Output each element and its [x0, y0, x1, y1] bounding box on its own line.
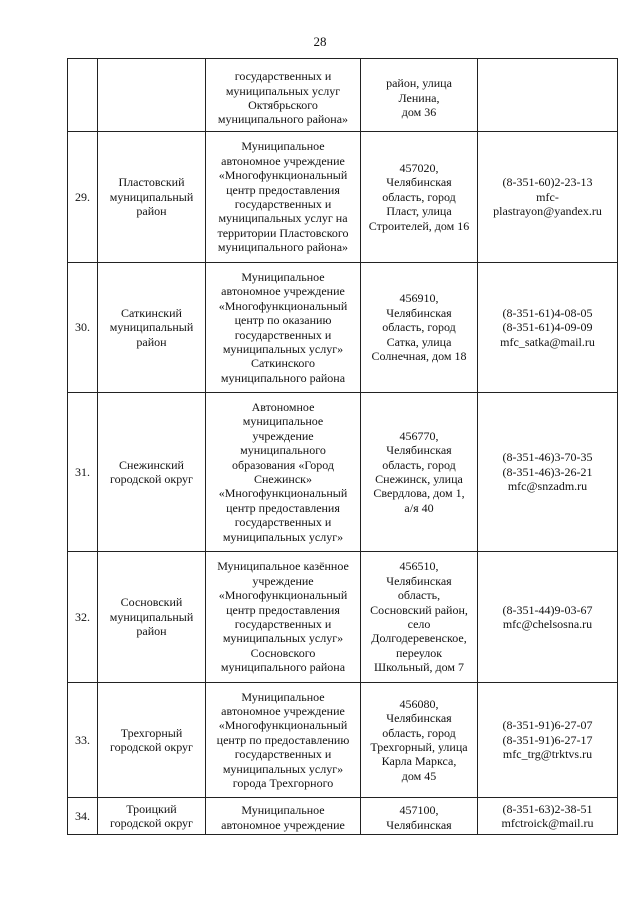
row-number: 29.: [68, 132, 98, 263]
institution-name: Муниципальное автономное учреждение «Многофункциональный центр по оказанию государственных и муниципальных услуг» Саткинского муниципального района: [206, 263, 361, 393]
contacts: (8-351-60)2-23-13 mfc- plastrayon@yandex.ru: [478, 132, 618, 263]
contacts: (8-351-44)9-03-67 mfc@chelsosna.ru: [478, 552, 618, 683]
institution-name: Муниципальное автономное учреждение «Многофункциональный центр предоставления государственных и муниципальных услуг на территории Пластовского муниципального района»: [206, 132, 361, 263]
address: 456910, Челябинская область, город Сатка, улица Солнечная, дом 18: [361, 263, 478, 393]
institution-name: Муниципальное казённое учреждение «Многофункциональный центр предоставления государственных и муниципальных услуг» Сосновского муниципального района: [206, 552, 361, 683]
institution-name: государственных и муниципальных услуг Октябрьского муниципального района»: [206, 59, 361, 132]
address: 456770, Челябинская область, город Снежинск, улица Свердлова, дом 1, а/я 40: [361, 393, 478, 552]
institution-name: Муниципальное автономное учреждение «Многофункциональный центр по предоставлению государственных и муниципальных услуг» города Трехгорного: [206, 683, 361, 798]
table-row: [68, 393, 618, 552]
row-number: 33.: [68, 683, 98, 798]
address: 456080, Челябинская область, город Трехгорный, улица Карла Маркса, дом 45: [361, 683, 478, 798]
municipality-name: [98, 59, 206, 132]
municipality-name: Саткинский муниципальный район: [98, 263, 206, 393]
municipality-name: Снежинский городской округ: [98, 393, 206, 552]
address: район, улица Ленина, дом 36: [361, 59, 478, 132]
contacts: (8-351-91)6-27-07 (8-351-91)6-27-17 mfc_trg@trktvs.ru: [478, 683, 618, 798]
address: 456510, Челябинская область, Сосновский район, село Долгодеревенское, переулок Школьный, дом 7: [361, 552, 478, 683]
contacts: [478, 59, 618, 132]
row-number: 31.: [68, 393, 98, 552]
table-row: [68, 59, 618, 132]
address: 457100, Челябинская: [361, 798, 478, 835]
row-number: 30.: [68, 263, 98, 393]
municipality-name: Пластовский муниципальный район: [98, 132, 206, 263]
mfc-registry-table: [67, 58, 618, 835]
page-number: 28: [313, 34, 327, 49]
row-number: 32.: [68, 552, 98, 683]
table-row: [68, 798, 618, 835]
address: 457020, Челябинская область, город Пласт, улица Строителей, дом 16: [361, 132, 478, 263]
contacts: (8-351-46)3-70-35 (8-351-46)3-26-21 mfc@snzadm.ru: [478, 393, 618, 552]
contacts: (8-351-63)2-38-51 mfctroick@mail.ru: [478, 798, 618, 835]
institution-name: Муниципальное автономное учреждение: [206, 798, 361, 835]
institution-name: Автономное муниципальное учреждение муниципального образования «Город Снежинск» «Многофункциональный центр предоставления государственных и муниципальных услуг»: [206, 393, 361, 552]
row-number: [68, 59, 98, 132]
table-row: [68, 552, 618, 683]
table-row: [68, 132, 618, 263]
row-number: 34.: [68, 798, 98, 835]
contacts: (8-351-61)4-08-05 (8-351-61)4-09-09 mfc_satka@mail.ru: [478, 263, 618, 393]
municipality-name: Троицкий городской округ: [98, 798, 206, 835]
municipality-name: Трехгорный городской округ: [98, 683, 206, 798]
table-row: [68, 683, 618, 798]
table-row: [68, 263, 618, 393]
municipality-name: Сосновский муниципальный район: [98, 552, 206, 683]
